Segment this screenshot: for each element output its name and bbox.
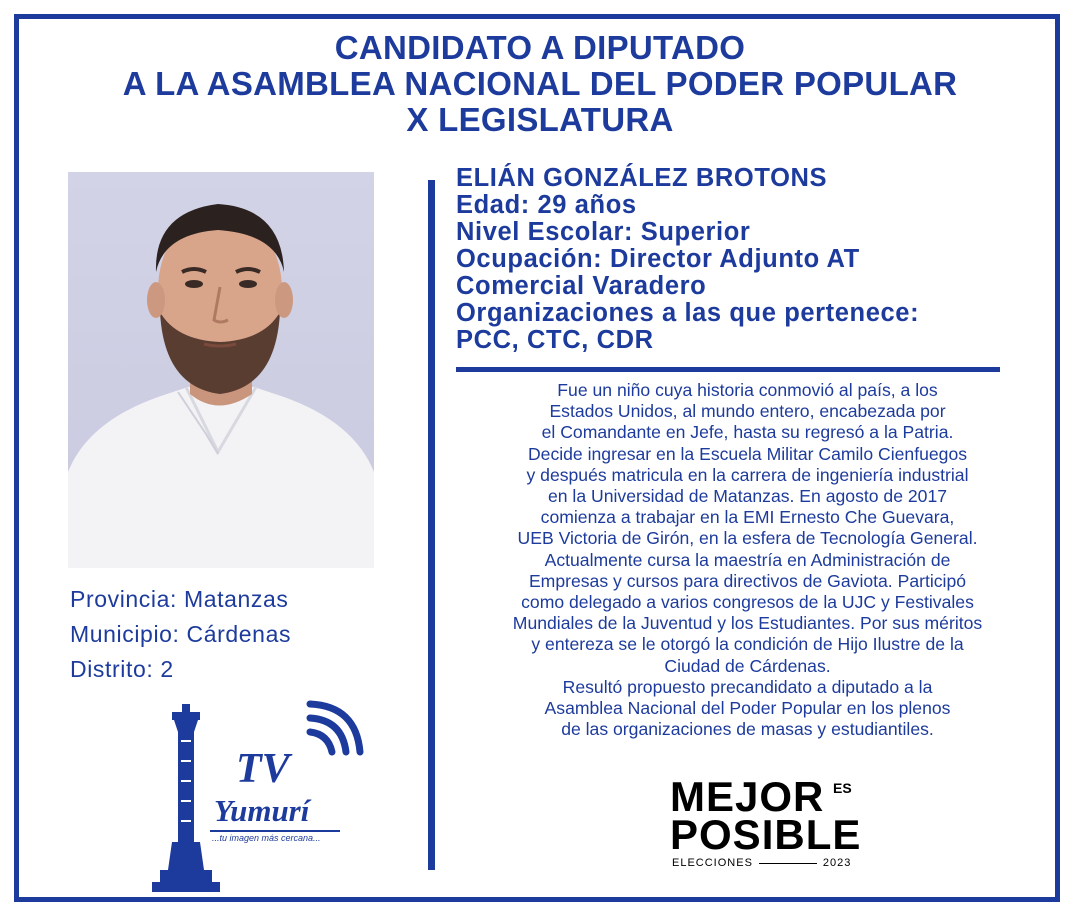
location-block [70, 582, 291, 687]
logo-elections-label: ELECCIONES [672, 857, 753, 869]
candidate-photo [68, 172, 374, 568]
poster-title [0, 30, 1080, 138]
bio-line: Decide ingresar en la Escuela Militar Camilo Cienfuegos [527, 443, 968, 464]
bio-line: Resultó propuesto precandidato a diputado a la [562, 676, 933, 697]
bio-line: en la Universidad de Matanzas. En agosto de 2017 [547, 486, 948, 507]
bio-line: y después matricula en la carrera de ingeniería industrial [526, 464, 969, 485]
vertical-divider [428, 180, 435, 870]
bio-line: Estados Unidos, al mundo entero, encabezada por [549, 401, 946, 422]
yumuri-logo-text: Yumurí [214, 793, 310, 828]
candidate-organizations-line-1: Organizaciones a las que pertenece: [456, 299, 920, 327]
bio-line: Empresas y cursos para directivos de Gaviota. Participó [528, 570, 967, 591]
mejor-es-posible-logo [670, 773, 870, 869]
candidate-education: Nivel Escolar: Superior [456, 218, 751, 246]
municipality-label: Municipio: Cárdenas [70, 621, 292, 647]
district-label: Distrito: 2 [70, 656, 174, 682]
bio-line: Fue un niño cuya historia conmovió al país, a los [557, 380, 938, 400]
tv-logo-tagline: ...tu imagen más cercana... [212, 833, 321, 843]
candidate-biography [455, 380, 1040, 740]
title-line-3: X LEGISLATURA [406, 101, 674, 138]
bio-line: Asamblea Nacional del Poder Popular en los plenos [544, 698, 951, 719]
logo-elections-year: 2023 [822, 857, 852, 869]
candidate-organizations-line-2: PCC, CTC, CDR [456, 326, 654, 354]
bio-line: comienza a trabajar en la EMI Ernesto Che Guevara, [540, 507, 955, 528]
bio-line: como delegado a varios congresos de la UJC y Festivales [521, 592, 974, 613]
tower-icon [152, 704, 220, 892]
title-line-2: A LA ASAMBLEA NACIONAL DEL PODER POPULAR [122, 65, 958, 102]
candidate-info [456, 165, 919, 354]
title-line-1: CANDIDATO A DIPUTADO [334, 29, 746, 66]
logo-word-mejor: MEJOR [670, 773, 825, 820]
bio-line: Ciudad de Cárdenas. [664, 655, 831, 676]
candidate-age: Edad: 29 años [456, 191, 637, 219]
candidate-occupation-line-2: Comercial Varadero [456, 272, 707, 300]
signal-waves-icon [310, 704, 360, 752]
bio-line: de las organizaciones de masas y estudiantiles. [561, 719, 934, 740]
logo-divider-rule [759, 863, 817, 864]
logo-word-posible: POSIBLE [670, 811, 862, 858]
bio-line: y entereza se le otorgó la condición de Hijo Ilustre de la [531, 634, 964, 655]
logo-elections-line [672, 857, 851, 869]
logo-word-es: ES [833, 780, 852, 796]
tv-logo-text: TV [236, 746, 290, 792]
bio-line: Mundiales de la Juventud y los Estudiantes. Por sus méritos [512, 613, 983, 634]
province-label: Provincia: Matanzas [70, 586, 289, 612]
horizontal-divider [456, 367, 1000, 372]
candidate-name: ELIÁN GONZÁLEZ BROTONS [456, 164, 828, 192]
candidate-occupation-line-1: Ocupación: Director Adjunto AT [456, 245, 860, 273]
bio-line: el Comandante en Jefe, hasta su regresó a la Patria. [541, 422, 954, 443]
bio-line: Actualmente cursa la maestría en Administración de [544, 549, 951, 570]
bio-line: UEB Victoria de Girón, en la esfera de Tecnología General. [517, 528, 978, 549]
